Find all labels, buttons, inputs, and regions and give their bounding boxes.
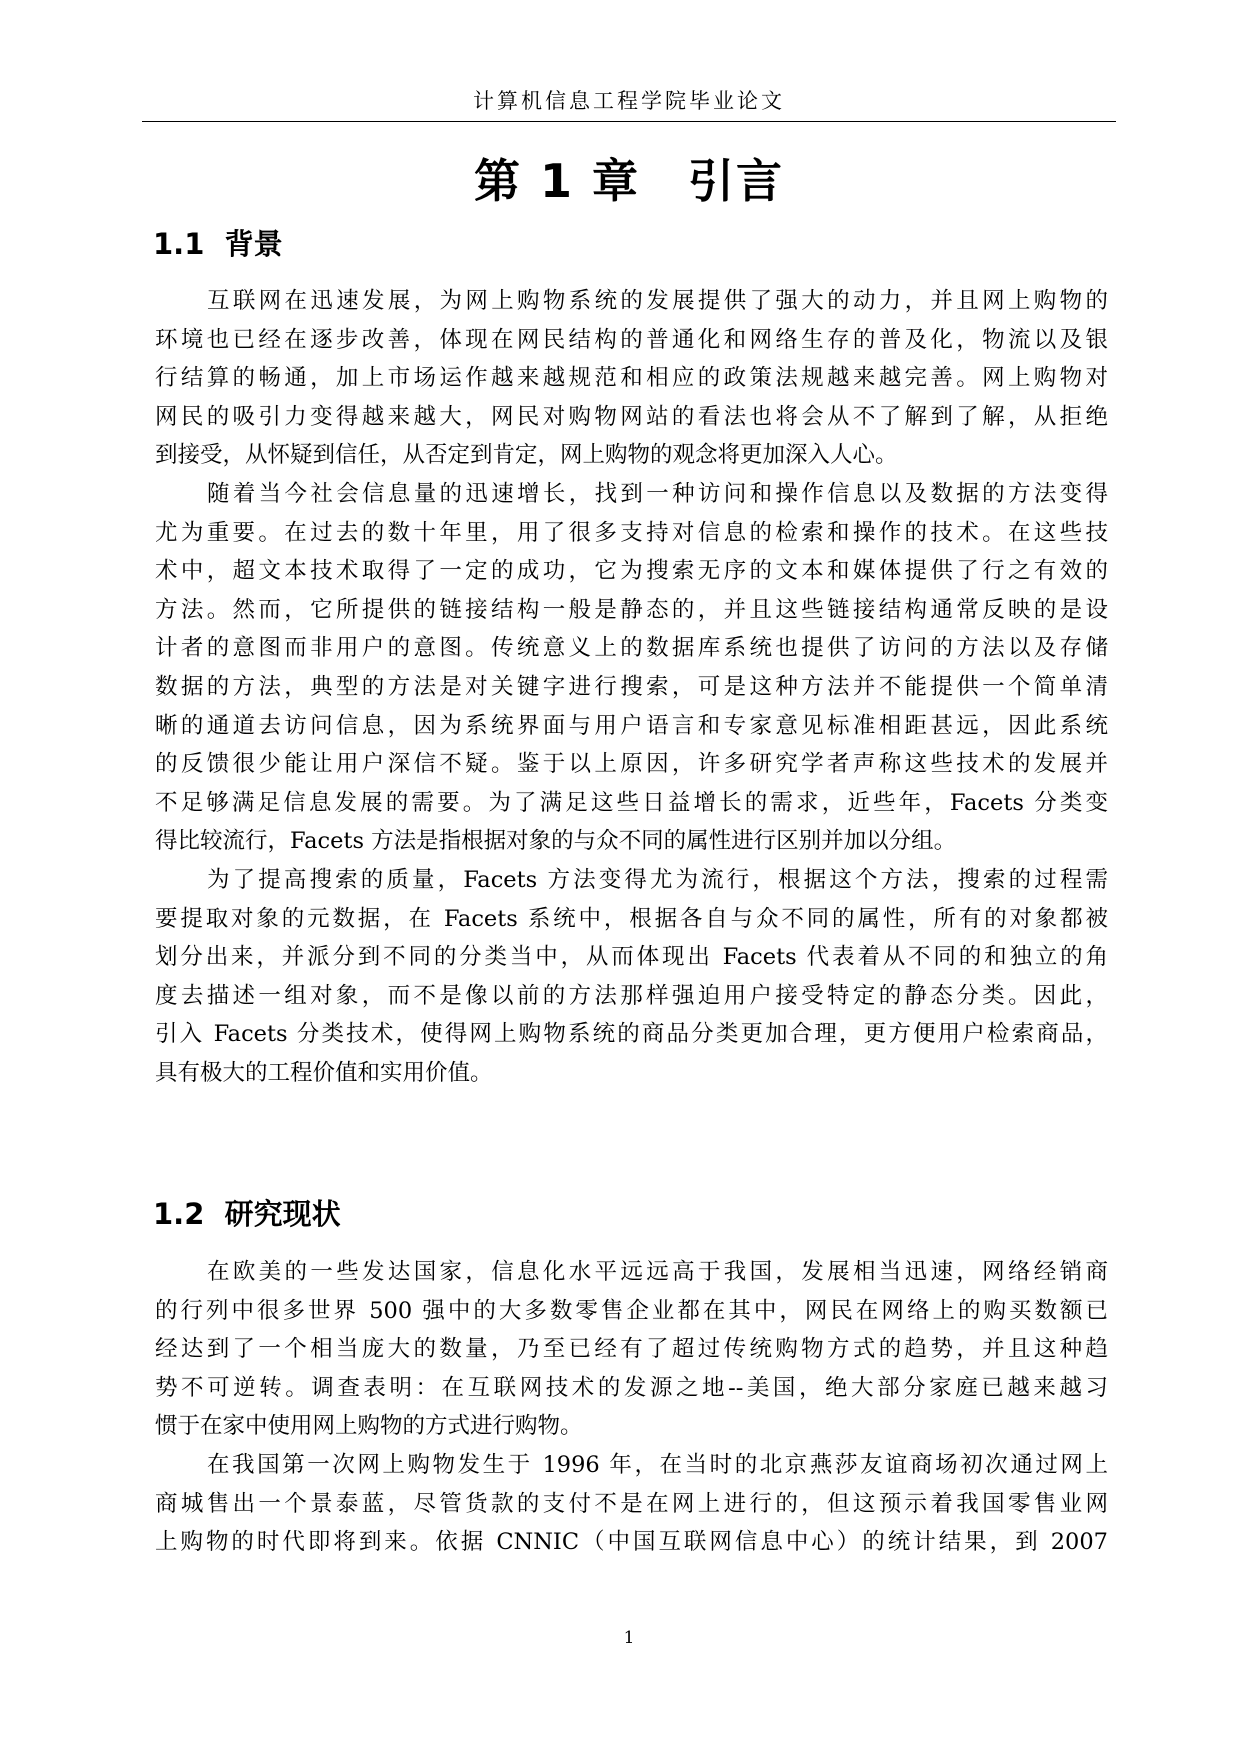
paragraph bbox=[155, 475, 1108, 861]
section-title-research-status: 1.2 研究现状 bbox=[153, 1197, 341, 1231]
text-line: 具有极大的工程价值和实用价值。 bbox=[155, 1059, 493, 1086]
text-line: 势不可逆转。调查表明：在互联网技术的发源之地--美国，绝大部分家庭已越来越习 bbox=[155, 1374, 1108, 1401]
text-line: 计者的意图而非用户的意图。传统意义上的数据库系统也提供了访问的方法以及存储 bbox=[155, 635, 1108, 662]
text-line: 的行列中很多世界 500 强中的大多数零售企业都在其中，网民在网络上的购买数额已 bbox=[155, 1297, 1108, 1324]
text-line: 的反馈很少能让用户深信不疑。鉴于以上原因，许多研究学者声称这些技术的发展并 bbox=[155, 751, 1108, 778]
text-line: 互联网在迅速发展，为网上购物系统的发展提供了强大的动力，并且网上购物的 bbox=[207, 288, 1108, 314]
text-line: 行结算的畅通，加上市场运作越来越规范和相应的政策法规越来越完善。网上购物对 bbox=[155, 365, 1108, 392]
text-line: 要提取对象的元数据，在 Facets 系统中，根据各自与众不同的属性，所有的对象都被 bbox=[155, 905, 1108, 932]
text-line: 引入 Facets 分类技术，使得网上购物系统的商品分类更加合理，更方便用户检索商品， bbox=[155, 1021, 1108, 1048]
page-number: 1 bbox=[623, 1628, 635, 1648]
text-line: 术中，超文本技术取得了一定的成功，它为搜索无序的文本和媒体提供了行之有效的 bbox=[155, 558, 1108, 585]
text-line: 环境也已经在逐步改善，体现在网民结构的普通化和网络生存的普及化，物流以及银 bbox=[155, 326, 1108, 353]
text-line: 在我国第一次网上购物发生于 1996 年，在当时的北京燕莎友谊商场初次通过网上 bbox=[207, 1451, 1108, 1478]
text-line: 数据的方法，典型的方法是对关键字进行搜索，可是这种方法并不能提供一个简单清 bbox=[155, 673, 1108, 700]
chapter-title: 第 1 章 引言 bbox=[473, 154, 785, 208]
text-line: 网民的吸引力变得越来越大，网民对购物网站的看法也将会从不了解到了解，从拒绝 bbox=[155, 403, 1108, 430]
paragraph bbox=[155, 861, 1108, 1093]
text-line: 随着当今社会信息量的迅速增长，找到一种访问和操作信息以及数据的方法变得 bbox=[207, 480, 1108, 507]
text-line: 商城售出一个景泰蓝，尽管货款的支付不是在网上进行的，但这预示着我国零售业网 bbox=[155, 1490, 1108, 1517]
paragraph bbox=[155, 282, 1108, 475]
text-line: 到接受，从怀疑到信任，从否定到肯定，网上购物的观念将更加深入人心。 bbox=[155, 442, 898, 469]
text-line: 度去描述一组对象，而不是像以前的方法那样强迫用户接受特定的静态分类。因此， bbox=[155, 982, 1108, 1009]
text-line: 惯于在家中使用网上购物的方式进行购物。 bbox=[155, 1413, 583, 1440]
text-line: 不足够满足信息发展的需要。为了满足这些日益增长的需求，近些年，Facets 分类变 bbox=[155, 789, 1108, 816]
section-body-background bbox=[155, 282, 1108, 1092]
text-line: 晰的通道去访问信息，因为系统界面与用户语言和专家意见标准相距甚远，因此系统 bbox=[155, 712, 1108, 739]
text-line: 划分出来，并派分到不同的分类当中，从而体现出 Facets 代表着从不同的和独立的角 bbox=[155, 944, 1108, 971]
text-line: 得比较流行，Facets 方法是指根据对象的与众不同的属性进行区别并加以分组。 bbox=[155, 828, 957, 855]
section-title-background: 1.1 背景 bbox=[153, 227, 283, 261]
text-line: 上购物的时代即将到来。依据 CNNIC（中国互联网信息中心）的统计结果，到 2007 bbox=[155, 1529, 1108, 1556]
paragraph bbox=[155, 1253, 1108, 1446]
text-line: 为了提高搜索的质量，Facets 方法变得尤为流行，根据这个方法，搜索的过程需 bbox=[207, 866, 1108, 893]
text-line: 经达到了一个相当庞大的数量，乃至已经有了超过传统购物方式的趋势，并且这种趋 bbox=[155, 1336, 1108, 1363]
running-header: 计算机信息工程学院毕业论文 bbox=[473, 89, 785, 113]
text-line: 尤为重要。在过去的数十年里，用了很多支持对信息的检索和操作的技术。在这些技 bbox=[155, 519, 1108, 546]
text-line: 方法。然而，它所提供的链接结构一般是静态的，并且这些链接结构通常反映的是设 bbox=[155, 596, 1108, 623]
paragraph bbox=[155, 1446, 1108, 1562]
header-rule bbox=[142, 121, 1116, 122]
section-body-research-status bbox=[155, 1253, 1108, 1562]
text-line: 在欧美的一些发达国家，信息化水平远远高于我国，发展相当迅速，网络经销商 bbox=[207, 1259, 1108, 1285]
